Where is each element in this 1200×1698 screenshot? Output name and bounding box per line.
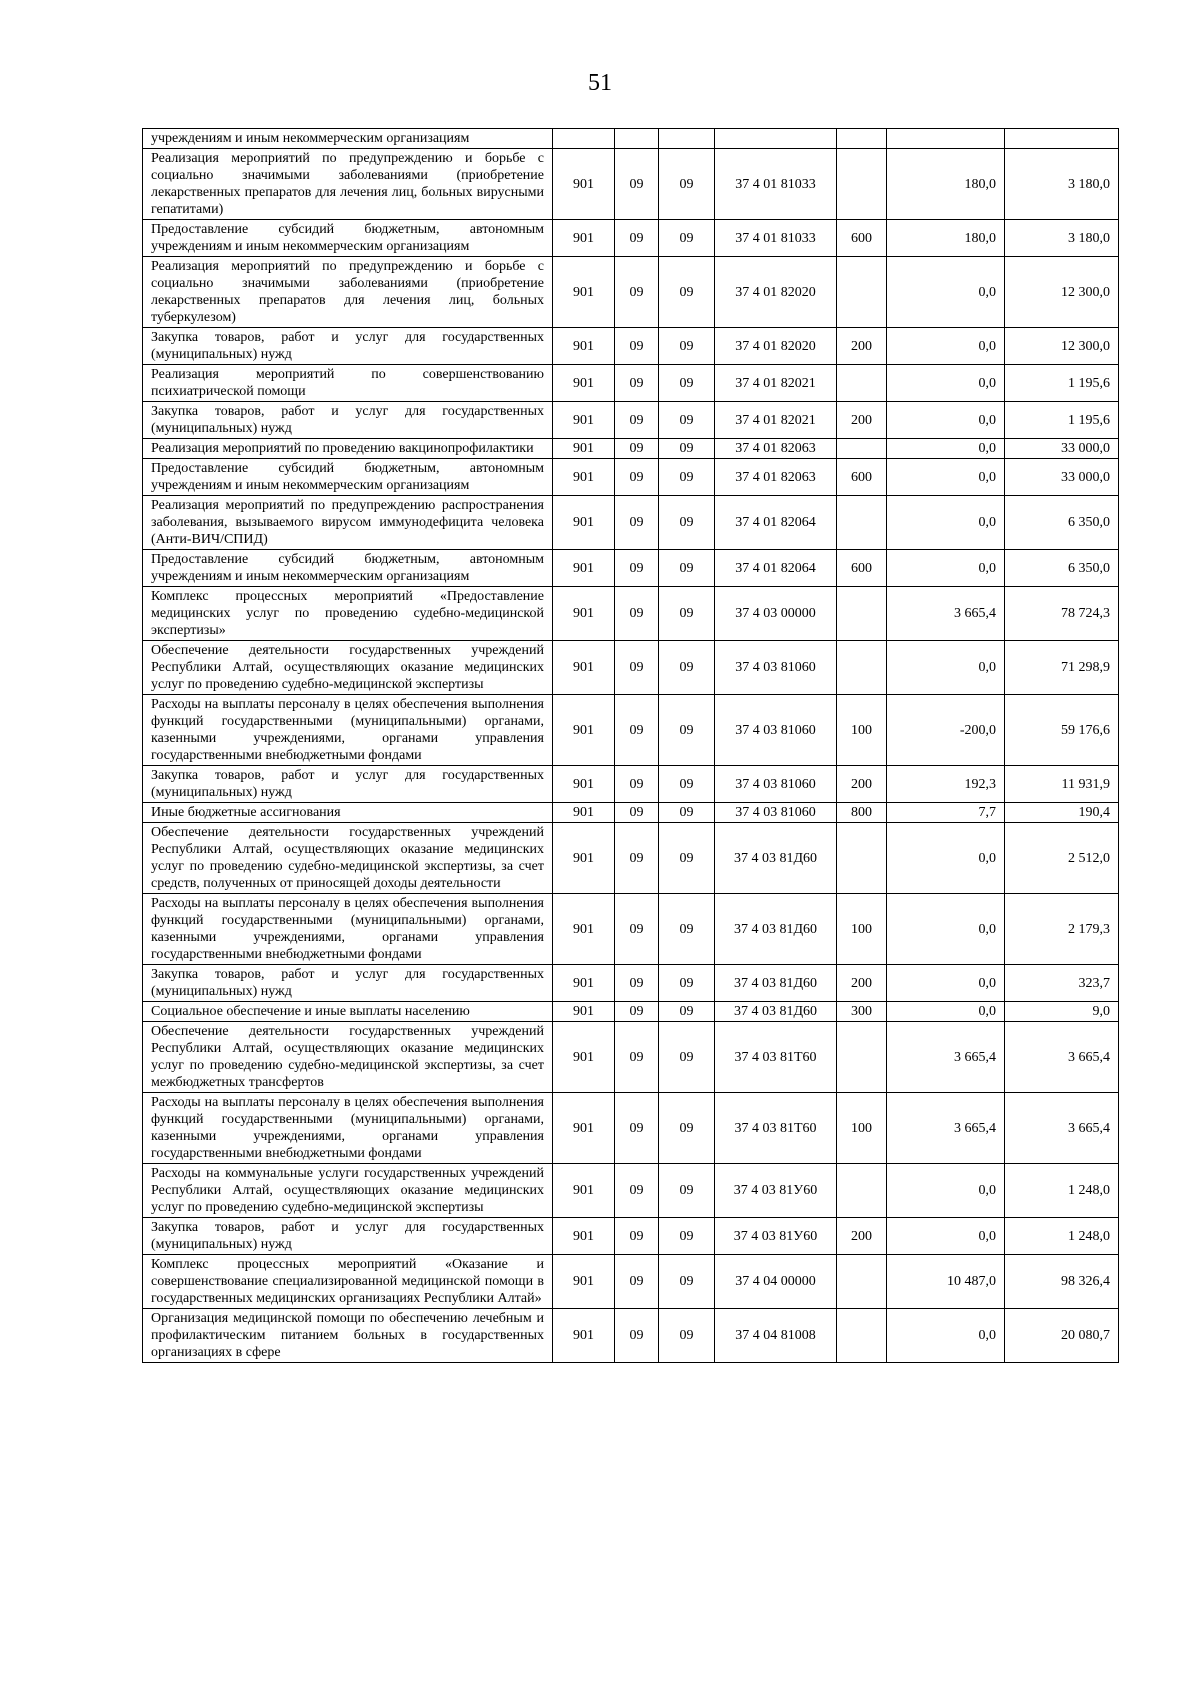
row-amount-change: 0,0 <box>887 496 1005 550</box>
row-amount-total: 3 180,0 <box>1005 220 1119 257</box>
row-name: Реализация мероприятий по предупреждению и борьбе с социально значимыми заболеваниями (приобретение лекарственных препаратов для лечения лиц, больных туберкулезом) <box>143 257 553 328</box>
row-subsection-code: 09 <box>659 439 715 459</box>
row-target-article: 37 4 03 81060 <box>715 766 837 803</box>
row-amount-change: 0,0 <box>887 257 1005 328</box>
row-section-code: 09 <box>615 459 659 496</box>
table-row <box>143 220 1119 257</box>
row-section-code: 09 <box>615 823 659 894</box>
row-amount-change: 0,0 <box>887 1164 1005 1218</box>
row-section-code: 09 <box>615 550 659 587</box>
row-expense-type <box>837 1022 887 1093</box>
row-section-code: 09 <box>615 1218 659 1255</box>
row-amount-change: 3 665,4 <box>887 587 1005 641</box>
row-name: Предоставление субсидий бюджетным, автономным учреждениям и иным некоммерческим организациям <box>143 220 553 257</box>
row-ved-code: 901 <box>553 803 615 823</box>
row-target-article: 37 4 01 82063 <box>715 439 837 459</box>
row-subsection-code: 09 <box>659 1309 715 1363</box>
row-name: Социальное обеспечение и иные выплаты населению <box>143 1002 553 1022</box>
row-expense-type <box>837 1164 887 1218</box>
row-target-article: 37 4 04 00000 <box>715 1255 837 1309</box>
row-expense-type: 800 <box>837 803 887 823</box>
row-amount-total: 12 300,0 <box>1005 328 1119 365</box>
row-subsection-code: 09 <box>659 894 715 965</box>
row-ved-code: 901 <box>553 149 615 220</box>
row-subsection-code: 09 <box>659 695 715 766</box>
row-name: Реализация мероприятий по предупреждению распространения заболевания, вызываемого вирусом иммунодефицита человека (Анти-ВИЧ/СПИД) <box>143 496 553 550</box>
row-expense-type <box>837 129 887 149</box>
row-name: Расходы на выплаты персоналу в целях обеспечения выполнения функций государственными (муниципальными) органами, казенными учреждениями, органами управления государственными внебюджетными фондами <box>143 695 553 766</box>
row-subsection-code <box>659 129 715 149</box>
row-name: Обеспечение деятельности государственных учреждений Республики Алтай, осуществляющих оказание медицинских услуг по проведению судебно-медицинской экспертизы, за счет средств, полученных от приносящей доходы деятельности <box>143 823 553 894</box>
row-target-article: 37 4 01 82021 <box>715 402 837 439</box>
row-amount-change: 10 487,0 <box>887 1255 1005 1309</box>
row-target-article: 37 4 03 81Д60 <box>715 1002 837 1022</box>
row-expense-type: 100 <box>837 894 887 965</box>
row-section-code: 09 <box>615 641 659 695</box>
row-amount-total: 78 724,3 <box>1005 587 1119 641</box>
row-ved-code: 901 <box>553 1218 615 1255</box>
row-target-article: 37 4 03 81Д60 <box>715 823 837 894</box>
table-row <box>143 1255 1119 1309</box>
row-amount-change: 0,0 <box>887 365 1005 402</box>
row-amount-change: 0,0 <box>887 1309 1005 1363</box>
row-amount-change: 0,0 <box>887 439 1005 459</box>
row-subsection-code: 09 <box>659 1022 715 1093</box>
row-target-article: 37 4 03 81060 <box>715 695 837 766</box>
row-amount-change: 0,0 <box>887 328 1005 365</box>
row-name: Организация медицинской помощи по обеспечению лечебным и профилактическим питанием больных в государственных организациях в сфере <box>143 1309 553 1363</box>
table-row <box>143 1093 1119 1164</box>
row-name: Предоставление субсидий бюджетным, автономным учреждениям и иным некоммерческим организациям <box>143 459 553 496</box>
row-name: Комплекс процессных мероприятий «Предоставление медицинских услуг по проведению судебно-медицинской экспертизы» <box>143 587 553 641</box>
row-expense-type <box>837 365 887 402</box>
table-row <box>143 129 1119 149</box>
row-expense-type: 200 <box>837 328 887 365</box>
row-amount-change: 0,0 <box>887 459 1005 496</box>
table-row <box>143 965 1119 1002</box>
row-ved-code: 901 <box>553 328 615 365</box>
table-row <box>143 496 1119 550</box>
row-amount-total: 71 298,9 <box>1005 641 1119 695</box>
row-ved-code: 901 <box>553 220 615 257</box>
row-section-code: 09 <box>615 1002 659 1022</box>
table-row <box>143 439 1119 459</box>
row-ved-code: 901 <box>553 766 615 803</box>
table-row <box>143 641 1119 695</box>
row-name: Расходы на выплаты персоналу в целях обеспечения выполнения функций государственными (муниципальными) органами, казенными учреждениями, органами управления государственными внебюджетными фондами <box>143 1093 553 1164</box>
row-target-article: 37 4 03 81060 <box>715 803 837 823</box>
row-amount-change: 0,0 <box>887 402 1005 439</box>
row-subsection-code: 09 <box>659 459 715 496</box>
row-amount-total: 190,4 <box>1005 803 1119 823</box>
row-expense-type <box>837 439 887 459</box>
table-row <box>143 1164 1119 1218</box>
row-target-article: 37 4 03 81060 <box>715 641 837 695</box>
row-expense-type: 200 <box>837 402 887 439</box>
row-amount-total: 6 350,0 <box>1005 496 1119 550</box>
row-section-code: 09 <box>615 587 659 641</box>
row-amount-change: 0,0 <box>887 823 1005 894</box>
row-section-code: 09 <box>615 149 659 220</box>
row-amount-change: 3 665,4 <box>887 1093 1005 1164</box>
row-subsection-code: 09 <box>659 328 715 365</box>
row-amount-total: 1 248,0 <box>1005 1164 1119 1218</box>
row-name: Расходы на выплаты персоналу в целях обеспечения выполнения функций государственными (муниципальными) органами, казенными учреждениями, органами управления государственными внебюджетными фондами <box>143 894 553 965</box>
row-subsection-code: 09 <box>659 823 715 894</box>
row-amount-change: 180,0 <box>887 149 1005 220</box>
row-section-code: 09 <box>615 220 659 257</box>
row-amount-change: 192,3 <box>887 766 1005 803</box>
row-subsection-code: 09 <box>659 1164 715 1218</box>
row-target-article: 37 4 01 82020 <box>715 257 837 328</box>
row-amount-total: 3 180,0 <box>1005 149 1119 220</box>
row-name: Реализация мероприятий по проведению вакцинопрофилактики <box>143 439 553 459</box>
table-row <box>143 1309 1119 1363</box>
row-ved-code: 901 <box>553 365 615 402</box>
row-ved-code: 901 <box>553 402 615 439</box>
row-ved-code <box>553 129 615 149</box>
row-ved-code: 901 <box>553 550 615 587</box>
row-name: учреждениям и иным некоммерческим организациям <box>143 129 553 149</box>
row-section-code: 09 <box>615 1093 659 1164</box>
row-subsection-code: 09 <box>659 496 715 550</box>
table-row <box>143 1022 1119 1093</box>
row-ved-code: 901 <box>553 1002 615 1022</box>
row-section-code: 09 <box>615 328 659 365</box>
row-section-code: 09 <box>615 1022 659 1093</box>
budget-table <box>142 128 1119 1363</box>
row-amount-change: 180,0 <box>887 220 1005 257</box>
row-target-article: 37 4 03 81У60 <box>715 1218 837 1255</box>
row-amount-total: 33 000,0 <box>1005 439 1119 459</box>
row-subsection-code: 09 <box>659 402 715 439</box>
table-row <box>143 695 1119 766</box>
row-amount-total: 3 665,4 <box>1005 1022 1119 1093</box>
row-section-code: 09 <box>615 1255 659 1309</box>
row-section-code: 09 <box>615 965 659 1002</box>
table-row <box>143 587 1119 641</box>
row-section-code: 09 <box>615 402 659 439</box>
row-section-code <box>615 129 659 149</box>
row-ved-code: 901 <box>553 641 615 695</box>
row-subsection-code: 09 <box>659 365 715 402</box>
row-amount-change: 3 665,4 <box>887 1022 1005 1093</box>
row-amount-total: 323,7 <box>1005 965 1119 1002</box>
row-subsection-code: 09 <box>659 1255 715 1309</box>
row-amount-change: 0,0 <box>887 550 1005 587</box>
table-row <box>143 149 1119 220</box>
row-subsection-code: 09 <box>659 587 715 641</box>
table-row <box>143 328 1119 365</box>
row-target-article: 37 4 03 81Д60 <box>715 965 837 1002</box>
row-target-article: 37 4 03 00000 <box>715 587 837 641</box>
table-row <box>143 550 1119 587</box>
table-row <box>143 257 1119 328</box>
row-target-article: 37 4 03 81Т60 <box>715 1093 837 1164</box>
row-target-article: 37 4 03 81Д60 <box>715 894 837 965</box>
row-expense-type <box>837 1309 887 1363</box>
row-amount-total: 2 179,3 <box>1005 894 1119 965</box>
row-expense-type: 100 <box>837 1093 887 1164</box>
row-amount-change: 0,0 <box>887 894 1005 965</box>
table-row <box>143 823 1119 894</box>
row-expense-type <box>837 496 887 550</box>
table-row <box>143 1002 1119 1022</box>
row-subsection-code: 09 <box>659 149 715 220</box>
row-amount-total: 2 512,0 <box>1005 823 1119 894</box>
row-name: Предоставление субсидий бюджетным, автономным учреждениям и иным некоммерческим организациям <box>143 550 553 587</box>
table-row <box>143 1218 1119 1255</box>
row-subsection-code: 09 <box>659 766 715 803</box>
row-target-article: 37 4 03 81Т60 <box>715 1022 837 1093</box>
row-expense-type <box>837 1255 887 1309</box>
row-target-article: 37 4 01 82021 <box>715 365 837 402</box>
row-target-article: 37 4 01 82020 <box>715 328 837 365</box>
row-expense-type: 600 <box>837 550 887 587</box>
row-name: Обеспечение деятельности государственных учреждений Республики Алтай, осуществляющих оказание медицинских услуг по проведению судебно-медицинской экспертизы, за счет межбюджетных трансфертов <box>143 1022 553 1093</box>
row-ved-code: 901 <box>553 496 615 550</box>
row-name: Комплекс процессных мероприятий «Оказание и совершенствование специализированной медицинской помощи в государственных медицинских организациях Республики Алтай» <box>143 1255 553 1309</box>
row-amount-total: 33 000,0 <box>1005 459 1119 496</box>
row-amount-change: 0,0 <box>887 965 1005 1002</box>
row-subsection-code: 09 <box>659 965 715 1002</box>
row-expense-type: 200 <box>837 965 887 1002</box>
row-ved-code: 901 <box>553 1093 615 1164</box>
row-expense-type: 100 <box>837 695 887 766</box>
row-name: Иные бюджетные ассигнования <box>143 803 553 823</box>
budget-table-body <box>143 129 1119 1363</box>
row-section-code: 09 <box>615 1309 659 1363</box>
row-ved-code: 901 <box>553 894 615 965</box>
table-row <box>143 459 1119 496</box>
row-amount-total: 98 326,4 <box>1005 1255 1119 1309</box>
row-ved-code: 901 <box>553 459 615 496</box>
row-ved-code: 901 <box>553 1164 615 1218</box>
row-amount-total: 3 665,4 <box>1005 1093 1119 1164</box>
row-name: Закупка товаров, работ и услуг для государственных (муниципальных) нужд <box>143 1218 553 1255</box>
row-amount-change: 0,0 <box>887 1002 1005 1022</box>
row-amount-total: 11 931,9 <box>1005 766 1119 803</box>
row-amount-total: 6 350,0 <box>1005 550 1119 587</box>
row-amount-change: 0,0 <box>887 1218 1005 1255</box>
row-name: Обеспечение деятельности государственных учреждений Республики Алтай, осуществляющих оказание медицинских услуг по проведению судебно-медицинской экспертизы <box>143 641 553 695</box>
row-amount-total: 1 248,0 <box>1005 1218 1119 1255</box>
row-amount-change: 7,7 <box>887 803 1005 823</box>
row-amount-total <box>1005 129 1119 149</box>
row-section-code: 09 <box>615 766 659 803</box>
row-ved-code: 901 <box>553 695 615 766</box>
row-section-code: 09 <box>615 803 659 823</box>
row-amount-total: 9,0 <box>1005 1002 1119 1022</box>
row-name: Закупка товаров, работ и услуг для государственных (муниципальных) нужд <box>143 766 553 803</box>
table-row <box>143 894 1119 965</box>
row-ved-code: 901 <box>553 257 615 328</box>
row-amount-change <box>887 129 1005 149</box>
row-target-article: 37 4 01 82064 <box>715 550 837 587</box>
row-expense-type <box>837 823 887 894</box>
row-ved-code: 901 <box>553 823 615 894</box>
row-subsection-code: 09 <box>659 1093 715 1164</box>
row-expense-type <box>837 587 887 641</box>
row-expense-type: 200 <box>837 766 887 803</box>
row-ved-code: 901 <box>553 1309 615 1363</box>
row-expense-type: 300 <box>837 1002 887 1022</box>
row-name: Закупка товаров, работ и услуг для государственных (муниципальных) нужд <box>143 965 553 1002</box>
row-ved-code: 901 <box>553 1255 615 1309</box>
row-subsection-code: 09 <box>659 550 715 587</box>
row-expense-type: 600 <box>837 459 887 496</box>
table-row <box>143 766 1119 803</box>
row-name: Закупка товаров, работ и услуг для государственных (муниципальных) нужд <box>143 328 553 365</box>
row-target-article: 37 4 01 82063 <box>715 459 837 496</box>
row-subsection-code: 09 <box>659 220 715 257</box>
row-amount-change: -200,0 <box>887 695 1005 766</box>
row-amount-total: 1 195,6 <box>1005 402 1119 439</box>
row-expense-type <box>837 257 887 328</box>
row-amount-total: 12 300,0 <box>1005 257 1119 328</box>
row-ved-code: 901 <box>553 965 615 1002</box>
row-subsection-code: 09 <box>659 257 715 328</box>
row-target-article <box>715 129 837 149</box>
row-subsection-code: 09 <box>659 1218 715 1255</box>
row-expense-type: 600 <box>837 220 887 257</box>
row-ved-code: 901 <box>553 587 615 641</box>
row-amount-total: 59 176,6 <box>1005 695 1119 766</box>
table-row <box>143 402 1119 439</box>
row-section-code: 09 <box>615 439 659 459</box>
row-section-code: 09 <box>615 1164 659 1218</box>
row-expense-type <box>837 641 887 695</box>
row-section-code: 09 <box>615 695 659 766</box>
row-target-article: 37 4 01 82064 <box>715 496 837 550</box>
row-amount-total: 1 195,6 <box>1005 365 1119 402</box>
row-subsection-code: 09 <box>659 641 715 695</box>
row-name: Реализация мероприятий по предупреждению и борьбе с социально значимыми заболеваниями (приобретение лекарственных препаратов для лечения лиц, больных вирусными гепатитами) <box>143 149 553 220</box>
row-ved-code: 901 <box>553 439 615 459</box>
row-expense-type <box>837 149 887 220</box>
table-row <box>143 365 1119 402</box>
row-subsection-code: 09 <box>659 1002 715 1022</box>
table-row <box>143 803 1119 823</box>
page-number: 51 <box>588 70 612 96</box>
row-target-article: 37 4 04 81008 <box>715 1309 837 1363</box>
row-expense-type: 200 <box>837 1218 887 1255</box>
row-amount-change: 0,0 <box>887 641 1005 695</box>
row-name: Расходы на коммунальные услуги государственных учреждений Республики Алтай, осуществляющих оказание медицинских услуг по проведению судебно-медицинской экспертизы <box>143 1164 553 1218</box>
row-subsection-code: 09 <box>659 803 715 823</box>
row-amount-total: 20 080,7 <box>1005 1309 1119 1363</box>
row-ved-code: 901 <box>553 1022 615 1093</box>
row-section-code: 09 <box>615 365 659 402</box>
row-name: Закупка товаров, работ и услуг для государственных (муниципальных) нужд <box>143 402 553 439</box>
row-target-article: 37 4 01 81033 <box>715 149 837 220</box>
row-section-code: 09 <box>615 257 659 328</box>
row-target-article: 37 4 03 81У60 <box>715 1164 837 1218</box>
row-section-code: 09 <box>615 894 659 965</box>
row-section-code: 09 <box>615 496 659 550</box>
row-target-article: 37 4 01 81033 <box>715 220 837 257</box>
row-name: Реализация мероприятий по совершенствованию психиатрической помощи <box>143 365 553 402</box>
